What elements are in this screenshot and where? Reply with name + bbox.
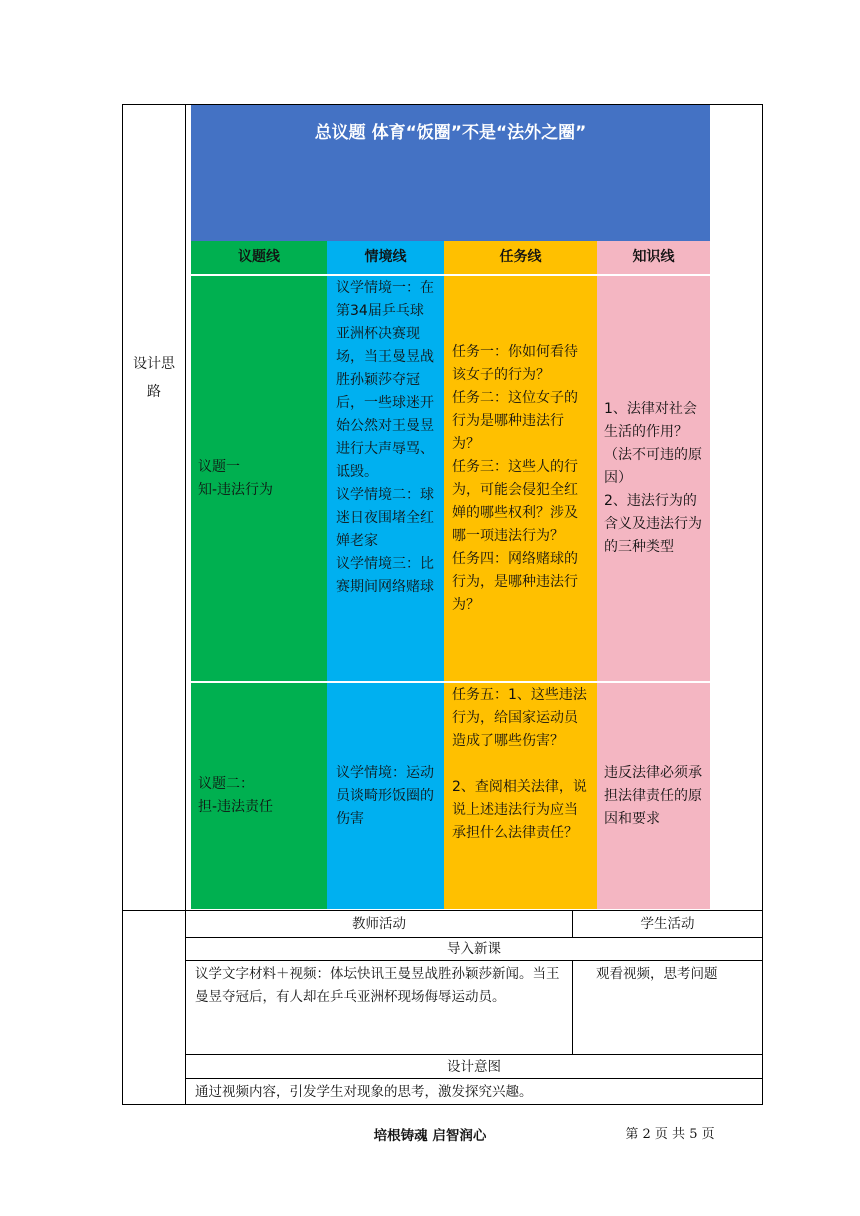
header-knowledge-line: 知识线 [597,241,710,274]
activities-row-line-3 [185,1054,763,1055]
footer-motto: 培根铸魂 启智润心 [373,1128,487,1144]
activities-row-line-2 [185,960,763,961]
header-task-line: 任务线 [444,241,597,274]
situation-two: 议学情境：运动员谈畸形饭圈的伤害 [327,683,444,909]
intent-content: 通过视频内容，引发学生对现象的思考，激发探究兴趣。 [195,1084,533,1100]
outer-bottom-border [122,1104,763,1105]
header-situation-line: 情境线 [327,241,444,274]
footer-page-number: 第 2 页 共 5 页 [625,1127,715,1142]
overview-title: 总议题 体育“饭圈”不是“法外之圈” [314,123,587,143]
outer-left-border [122,104,123,1105]
issue-two: 议题二： 担-违法责任 [191,683,327,909]
situation-one: 议学情境一：在第34届乒乓球亚洲杯决赛现场，当王曼昱战胜孙颖莎夺冠后，一些球迷开始公然对王曼昱进行大声辱骂、诋毁。 议学情境二：球迷日夜围堵全红婵老家 议学情境三：比赛期间网络赌球 [327,276,444,681]
task-one: 任务一：你如何看待该女子的行为？ 任务二：这位女子的行为是哪种违法行为？ 任务三：这些人的行为，可能会侵犯全红婵的哪些权利？涉及哪一项违法行为？ 任务四：网络赌球的行为，是哪种违法行为？ [444,276,597,681]
design-ideas-label: 设计思 路 [133,356,175,400]
issue-one: 议题一 知-违法行为 [191,276,327,681]
section-divider [122,910,763,911]
student-content: 观看视频，思考问题 [596,966,718,982]
intent-title: 设计意图 [447,1059,501,1075]
activities-row-line-1 [185,937,763,938]
activities-vertical-divider-mid [572,960,573,1055]
overview-title-block [191,105,710,241]
knowledge-two: 违反法律必须承担法律责任的原因和要求 [597,683,710,909]
activities-row-line-4 [185,1078,763,1079]
student-activity-header: 学生活动 [640,916,695,932]
outer-right-border [762,104,763,1105]
header-issue-line: 议题线 [191,241,327,274]
teacher-content: 议学文字材料＋视频：体坛快讯王曼昱战胜孙颖莎新闻。当王曼昱夺冠后，有人却在乒乓亚洲杯现场侮辱运动员。 [195,966,560,1005]
intro-title: 导入新课 [447,941,501,957]
task-two: 任务五：1、这些违法行为，给国家运动员造成了哪些伤害？ 2、查阅相关法律，说说上述违法行为应当承担什么法律责任？ [444,683,597,909]
teacher-activity-header: 教师活动 [352,916,406,932]
knowledge-one: 1、法律对社会生活的作用？（法不可违的原因） 2、违法行为的含义及违法行为的三种类型 [597,276,710,681]
